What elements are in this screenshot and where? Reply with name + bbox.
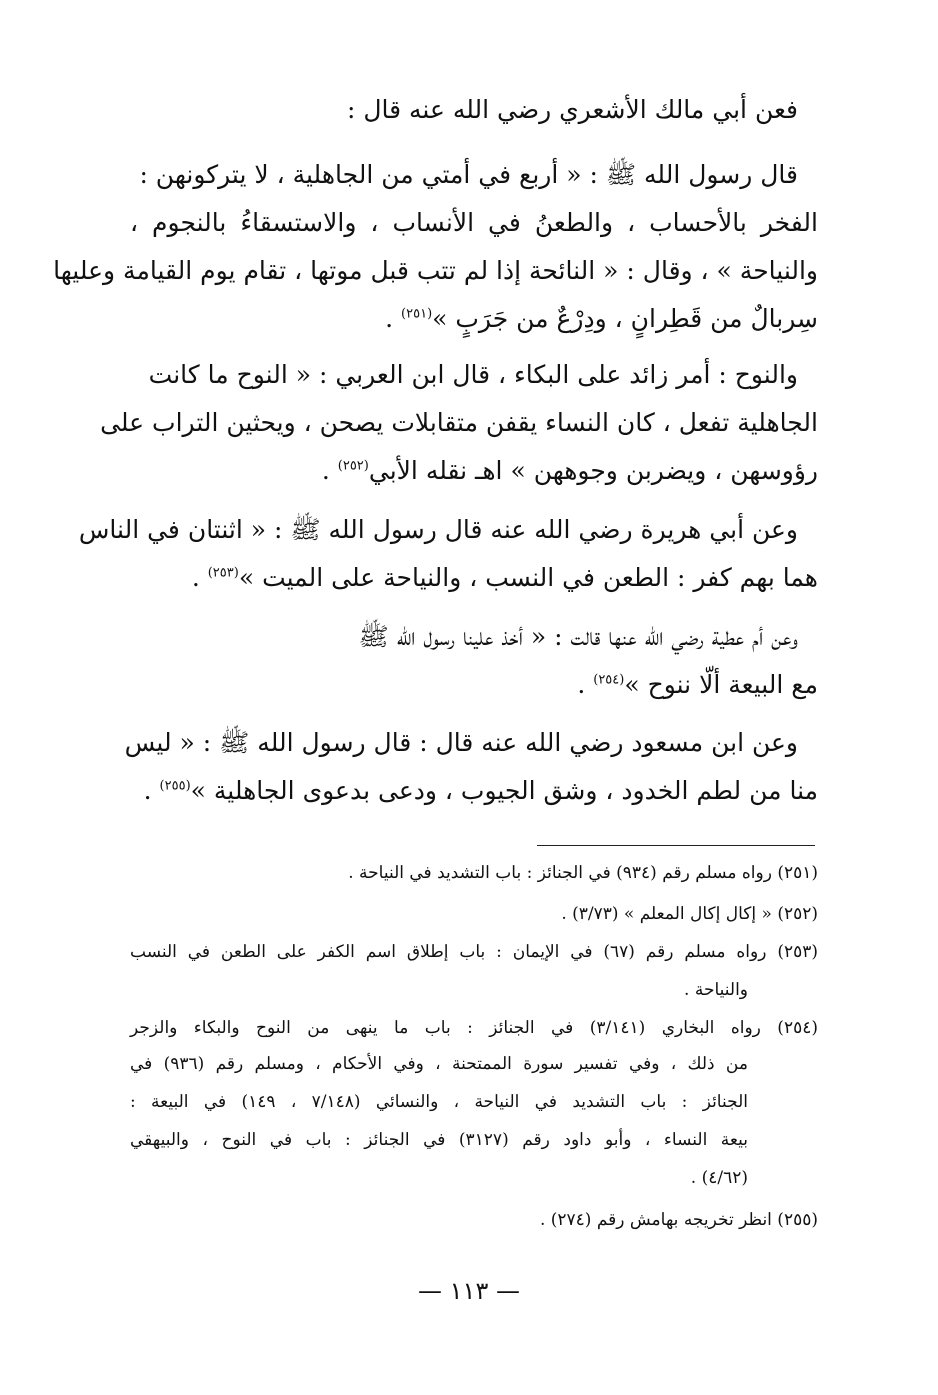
footnote-ref: (٢٥٣) — [207, 565, 239, 581]
footnote-ref: (٢٥٢) — [337, 458, 369, 474]
body-line: سِربالٌ من قَطِرانٍ ، ودِرْعٌ من جَرَبٍ »$^{(٢٥١)}$ . — [385, 304, 818, 333]
footnote-255: (٢٥٥) انظر تخريجه بهامش رقم (٢٧٤) . — [539, 1210, 818, 1230]
footnote-254-cont: بيعة النساء ، وأبو داود رقم (٣١٢٧) في الجنائز : باب في النوح ، والبيهقي — [130, 1130, 748, 1150]
body-line: الفخر بالأحساب ، والطعنُ في الأنساب ، والاستسقاءُ بالنجوم ، — [130, 208, 818, 237]
footnote-ref: (٢٥١) — [401, 306, 433, 322]
footnote-251: (٢٥١) رواه مسلم رقم (٩٣٤) في الجنائز : باب التشديد في النياحة . — [348, 863, 818, 883]
body-line: هما بهم كفر : الطعن في النسب ، والنياحة على الميت »$^{(٢٥٣)}$ . — [191, 563, 818, 592]
body-line: رؤوسهن ، ويضربن وجوههن » اهـ نقله الأبي$^{(٢٥٢)}$ . — [321, 456, 818, 485]
body-line: والنوح : أمر زائد على البكاء ، قال ابن العربي : « النوح ما كانت — [148, 360, 798, 389]
footnote-ref: (٢٥٥) — [159, 778, 191, 794]
footnote-254: (٢٥٤) رواه البخاري (٣/١٤١) في الجنائز : باب ما ينهى من النوح والبكاء والزجر — [130, 1018, 818, 1038]
footnote-ref: (٢٥٤) — [593, 672, 625, 688]
footnote-separator — [537, 845, 815, 846]
body-line: والنياحة » ، وقال : « النائحة إذا لم تتب قبل موتها ، تقام يوم القيامة وعليها — [53, 256, 818, 285]
body-line: وعن أبي هريرة رضي الله عنه قال رسول الله ﷺ : « اثنتان في الناس — [78, 515, 798, 544]
body-line: وعن ابن مسعود رضي الله عنه قال : قال رسول الله ﷺ : « ليس — [124, 728, 798, 757]
body-line: مع البيعة ألّا ننوح »$^{(٢٥٤)}$ . — [577, 670, 818, 699]
footnote-253: (٢٥٣) رواه مسلم رقم (٦٧) في الإيمان : باب إطلاق اسم الكفر على الطعن في النسب — [130, 942, 818, 962]
body-line: الجاهلية تفعل ، كان النساء يقفن متقابلات يصحن ، ويحثين التراب على — [100, 408, 818, 437]
footnote-252: (٢٥٢) « إكال إكال المعلم » (٣/٧٣) . — [561, 904, 818, 924]
page-number: — ١١٣ — — [418, 1277, 520, 1305]
body-line: منا من لطم الخدود ، وشق الجيوب ، ودعى بدعوى الجاهلية »$^{(٢٥٥)}$ . — [143, 776, 818, 805]
footnote-253-cont: والنياحة . — [684, 980, 748, 1000]
body-line: فعن أبي مالك الأشعري رضي الله عنه قال : — [346, 95, 798, 124]
footnote-254-cont: (٤/٦٢) . — [690, 1168, 748, 1188]
body-line: وعن أم عطية رضي الله عنها قالت : « أخذ علينا رسول الله ﷺ — [358, 622, 798, 651]
footnote-254-cont: من ذلك ، وفي تفسير سورة الممتحنة ، وفي الأحكام ، ومسلم رقم (٩٣٦) في — [130, 1054, 748, 1074]
footnote-254-cont: الجنائز : باب التشديد في النياحة ، والنسائي (٧/١٤٨ ، ١٤٩) في البيعة : — [130, 1092, 748, 1112]
body-line: قال رسول الله ﷺ : « أربع في أمتي من الجاهلية ، لا يتركونهن : — [139, 160, 798, 189]
